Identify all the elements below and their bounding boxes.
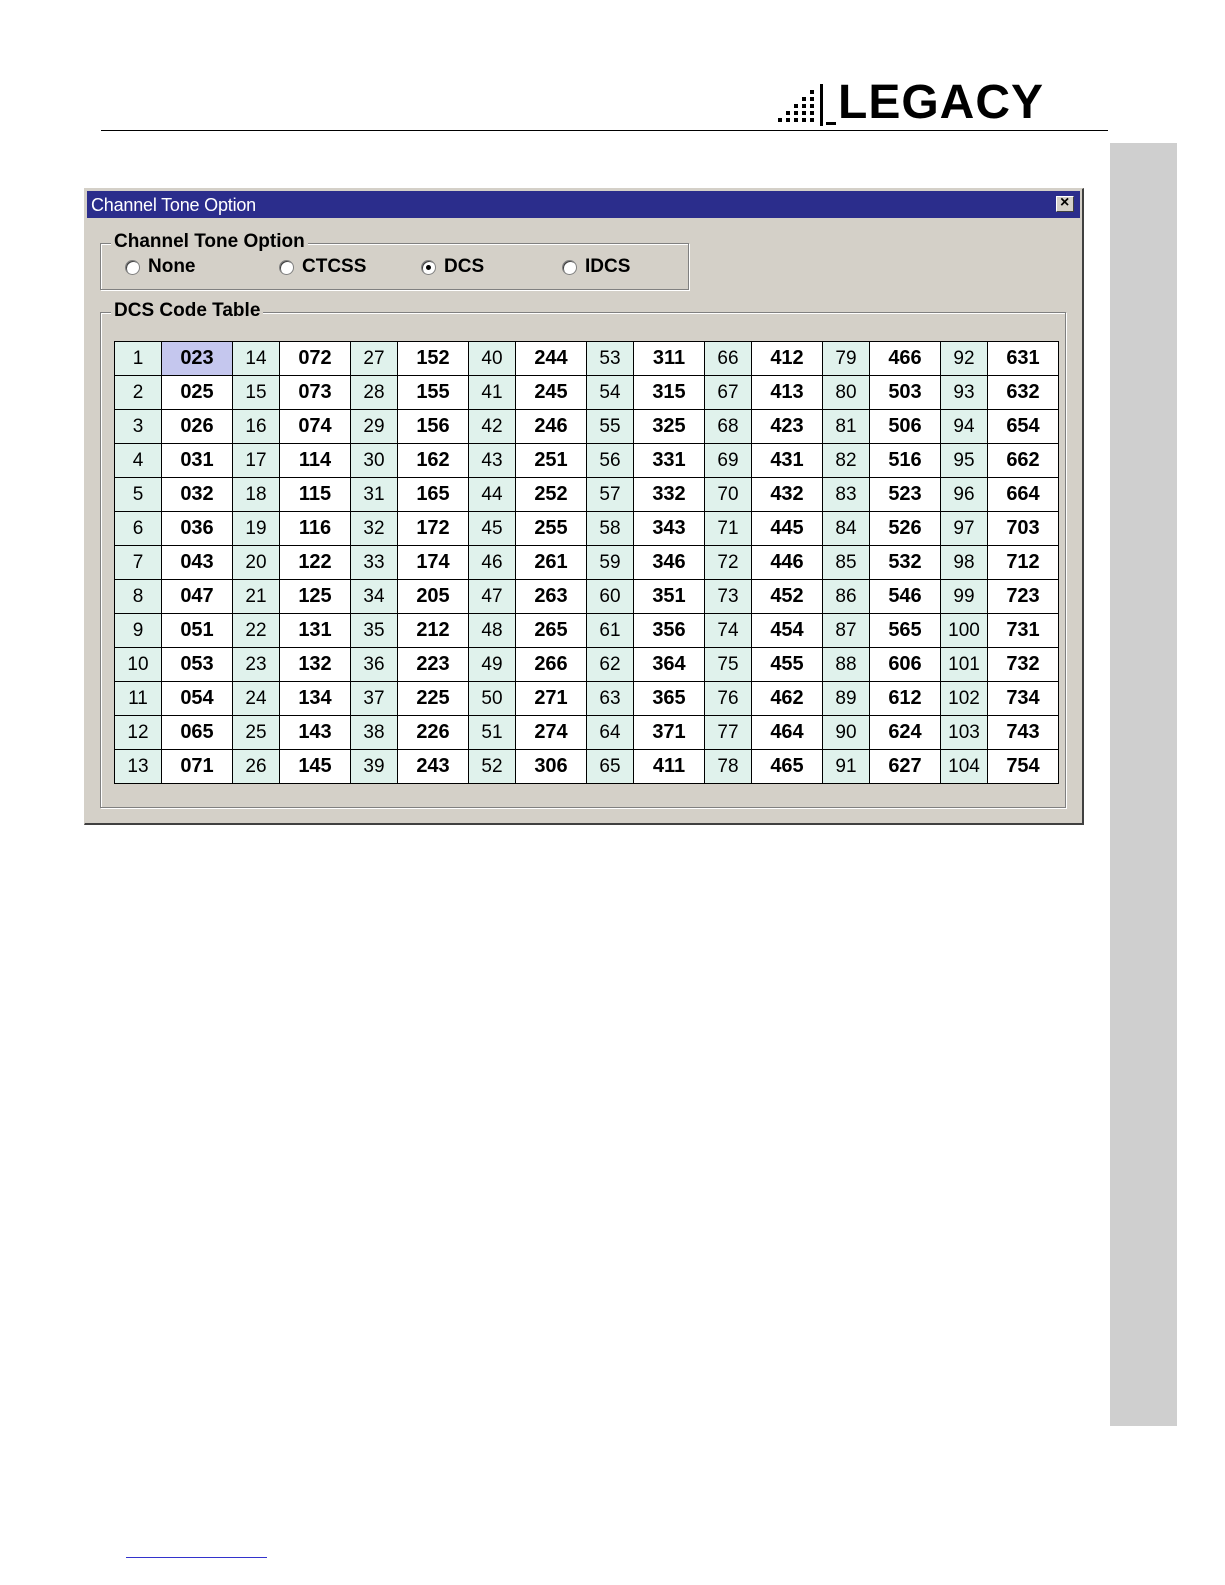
code-value-cell[interactable]: 116 [280, 512, 351, 546]
table-row [115, 580, 1059, 614]
radio-idcs-label: IDCS [585, 256, 631, 277]
code-index-cell: 23 [233, 648, 280, 682]
table-row [115, 512, 1059, 546]
code-index-cell: 92 [941, 342, 988, 376]
table-row [115, 546, 1059, 580]
code-value-cell[interactable]: 606 [870, 648, 941, 682]
code-value-cell[interactable]: 122 [280, 546, 351, 580]
legacy-logo [776, 76, 1106, 130]
radio-none-label: None [148, 256, 196, 277]
code-value-cell[interactable]: 412 [752, 342, 823, 376]
code-index-cell: 41 [469, 376, 516, 410]
radio-dcs-label: DCS [444, 256, 485, 277]
code-value-cell[interactable]: 036 [162, 512, 233, 546]
code-index-cell: 30 [351, 444, 398, 478]
code-index-cell: 22 [233, 614, 280, 648]
code-value-cell[interactable]: 445 [752, 512, 823, 546]
code-index-cell: 35 [351, 614, 398, 648]
code-index-cell: 53 [587, 342, 634, 376]
code-value-cell[interactable]: 072 [280, 342, 351, 376]
code-value-cell[interactable]: 343 [634, 512, 705, 546]
code-value-cell[interactable]: 073 [280, 376, 351, 410]
code-index-cell: 67 [705, 376, 752, 410]
code-index-cell: 34 [351, 580, 398, 614]
code-value-cell[interactable]: 712 [988, 546, 1059, 580]
code-index-cell: 56 [587, 444, 634, 478]
code-value-cell[interactable]: 631 [988, 342, 1059, 376]
code-index-cell: 75 [705, 648, 752, 682]
close-button[interactable] [1056, 196, 1074, 212]
code-value-cell[interactable]: 252 [516, 478, 587, 512]
code-value-cell[interactable]: 071 [162, 750, 233, 784]
code-value-cell[interactable]: 132 [280, 648, 351, 682]
code-index-cell: 77 [705, 716, 752, 750]
logo-bars-icon [776, 80, 836, 128]
code-value-cell[interactable]: 261 [516, 546, 587, 580]
code-index-cell: 69 [705, 444, 752, 478]
code-index-cell: 84 [823, 512, 870, 546]
logo-text: LEGACY [838, 76, 1045, 129]
code-value-cell[interactable]: 043 [162, 546, 233, 580]
code-index-cell: 9 [115, 614, 162, 648]
code-value-cell[interactable]: 265 [516, 614, 587, 648]
code-index-cell: 98 [941, 546, 988, 580]
code-value-cell[interactable]: 271 [516, 682, 587, 716]
code-value-cell[interactable]: 454 [752, 614, 823, 648]
code-index-cell: 62 [587, 648, 634, 682]
code-value-cell[interactable]: 156 [398, 410, 469, 444]
close-icon: × [1060, 194, 1070, 211]
code-value-cell[interactable]: 054 [162, 682, 233, 716]
code-value-cell[interactable]: 464 [752, 716, 823, 750]
code-value-cell[interactable]: 526 [870, 512, 941, 546]
code-index-cell: 72 [705, 546, 752, 580]
code-index-cell: 55 [587, 410, 634, 444]
code-index-cell: 66 [705, 342, 752, 376]
radio-idcs[interactable] [562, 256, 630, 278]
code-value-cell[interactable]: 026 [162, 410, 233, 444]
code-value-cell[interactable]: 662 [988, 444, 1059, 478]
code-value-cell[interactable]: 743 [988, 716, 1059, 750]
code-index-cell: 25 [233, 716, 280, 750]
code-value-cell[interactable]: 325 [634, 410, 705, 444]
code-value-cell[interactable]: 351 [634, 580, 705, 614]
code-index-cell: 26 [233, 750, 280, 784]
code-index-cell: 2 [115, 376, 162, 410]
table-row [115, 614, 1059, 648]
code-index-cell: 102 [941, 682, 988, 716]
code-value-cell[interactable]: 274 [516, 716, 587, 750]
code-index-cell: 12 [115, 716, 162, 750]
radio-ctcss-circle[interactable] [279, 260, 294, 275]
code-value-cell[interactable]: 532 [870, 546, 941, 580]
code-index-cell: 61 [587, 614, 634, 648]
code-index-cell: 103 [941, 716, 988, 750]
code-index-cell: 48 [469, 614, 516, 648]
code-value-cell[interactable]: 031 [162, 444, 233, 478]
code-index-cell: 54 [587, 376, 634, 410]
code-value-cell[interactable]: 023 [162, 342, 233, 376]
table-row [115, 648, 1059, 682]
code-value-cell[interactable]: 503 [870, 376, 941, 410]
code-value-cell[interactable]: 632 [988, 376, 1059, 410]
code-value-cell[interactable]: 263 [516, 580, 587, 614]
code-value-cell[interactable]: 251 [516, 444, 587, 478]
code-index-cell: 13 [115, 750, 162, 784]
code-value-cell[interactable]: 462 [752, 682, 823, 716]
code-value-cell[interactable]: 423 [752, 410, 823, 444]
code-index-cell: 38 [351, 716, 398, 750]
code-index-cell: 39 [351, 750, 398, 784]
code-value-cell[interactable]: 245 [516, 376, 587, 410]
code-index-cell: 49 [469, 648, 516, 682]
code-index-cell: 74 [705, 614, 752, 648]
code-value-cell[interactable]: 731 [988, 614, 1059, 648]
code-index-cell: 86 [823, 580, 870, 614]
code-index-cell: 97 [941, 512, 988, 546]
table-row [115, 716, 1059, 750]
code-index-cell: 64 [587, 716, 634, 750]
code-value-cell[interactable]: 125 [280, 580, 351, 614]
code-index-cell: 18 [233, 478, 280, 512]
code-value-cell[interactable]: 225 [398, 682, 469, 716]
code-index-cell: 70 [705, 478, 752, 512]
table-row [115, 342, 1059, 376]
code-index-cell: 99 [941, 580, 988, 614]
code-index-cell: 4 [115, 444, 162, 478]
code-value-cell[interactable]: 432 [752, 478, 823, 512]
code-value-cell[interactable]: 546 [870, 580, 941, 614]
code-value-cell[interactable]: 356 [634, 614, 705, 648]
code-value-cell[interactable]: 162 [398, 444, 469, 478]
code-value-cell[interactable]: 165 [398, 478, 469, 512]
code-index-cell: 42 [469, 410, 516, 444]
code-value-cell[interactable]: 212 [398, 614, 469, 648]
code-index-cell: 71 [705, 512, 752, 546]
code-value-cell[interactable]: 523 [870, 478, 941, 512]
code-index-cell: 1 [115, 342, 162, 376]
code-value-cell[interactable]: 114 [280, 444, 351, 478]
code-index-cell: 79 [823, 342, 870, 376]
code-value-cell[interactable]: 455 [752, 648, 823, 682]
code-index-cell: 51 [469, 716, 516, 750]
code-index-cell: 32 [351, 512, 398, 546]
code-index-cell: 16 [233, 410, 280, 444]
code-index-cell: 68 [705, 410, 752, 444]
dcs-code-table [114, 341, 1059, 784]
tone-option-group [100, 231, 689, 290]
code-index-cell: 78 [705, 750, 752, 784]
radio-ctcss[interactable] [279, 256, 366, 278]
code-value-cell[interactable]: 431 [752, 444, 823, 478]
code-index-cell: 83 [823, 478, 870, 512]
code-value-cell[interactable]: 053 [162, 648, 233, 682]
radio-dcs[interactable] [421, 256, 484, 278]
code-value-cell[interactable]: 465 [752, 750, 823, 784]
code-index-cell: 87 [823, 614, 870, 648]
code-index-cell: 21 [233, 580, 280, 614]
radio-dcs-circle[interactable] [421, 260, 436, 275]
code-index-cell: 88 [823, 648, 870, 682]
code-index-cell: 60 [587, 580, 634, 614]
code-index-cell: 19 [233, 512, 280, 546]
dialog-title: Channel Tone Option [91, 195, 256, 215]
code-index-cell: 33 [351, 546, 398, 580]
code-index-cell: 94 [941, 410, 988, 444]
header-rule [101, 130, 1108, 131]
code-index-cell: 28 [351, 376, 398, 410]
code-value-cell[interactable]: 174 [398, 546, 469, 580]
code-value-cell[interactable]: 452 [752, 580, 823, 614]
code-value-cell[interactable]: 243 [398, 750, 469, 784]
code-index-cell: 27 [351, 342, 398, 376]
code-value-cell[interactable]: 226 [398, 716, 469, 750]
code-index-cell: 81 [823, 410, 870, 444]
code-value-cell[interactable]: 025 [162, 376, 233, 410]
channel-tone-dialog [84, 188, 1084, 825]
code-index-cell: 24 [233, 682, 280, 716]
code-index-cell: 20 [233, 546, 280, 580]
code-value-cell[interactable]: 371 [634, 716, 705, 750]
code-index-cell: 6 [115, 512, 162, 546]
code-value-cell[interactable]: 446 [752, 546, 823, 580]
code-value-cell[interactable]: 627 [870, 750, 941, 784]
code-value-cell[interactable]: 143 [280, 716, 351, 750]
code-index-cell: 46 [469, 546, 516, 580]
radio-none-circle[interactable] [125, 260, 140, 275]
code-value-cell[interactable]: 734 [988, 682, 1059, 716]
table-row [115, 376, 1059, 410]
code-value-cell[interactable]: 172 [398, 512, 469, 546]
code-index-cell: 91 [823, 750, 870, 784]
code-index-cell: 80 [823, 376, 870, 410]
code-value-cell[interactable]: 205 [398, 580, 469, 614]
code-index-cell: 43 [469, 444, 516, 478]
code-index-cell: 8 [115, 580, 162, 614]
code-index-cell: 36 [351, 648, 398, 682]
radio-none[interactable] [125, 256, 196, 278]
code-value-cell[interactable]: 654 [988, 410, 1059, 444]
code-value-cell[interactable]: 131 [280, 614, 351, 648]
code-index-cell: 50 [469, 682, 516, 716]
code-index-cell: 82 [823, 444, 870, 478]
code-value-cell[interactable]: 047 [162, 580, 233, 614]
code-index-cell: 104 [941, 750, 988, 784]
radio-ctcss-label: CTCSS [302, 256, 367, 277]
code-value-cell[interactable]: 115 [280, 478, 351, 512]
code-value-cell[interactable]: 244 [516, 342, 587, 376]
code-value-cell[interactable]: 311 [634, 342, 705, 376]
code-value-cell[interactable]: 612 [870, 682, 941, 716]
code-index-cell: 10 [115, 648, 162, 682]
code-value-cell[interactable]: 223 [398, 648, 469, 682]
code-value-cell[interactable]: 565 [870, 614, 941, 648]
dcs-code-legend: DCS Code Table [111, 300, 263, 322]
code-index-cell: 37 [351, 682, 398, 716]
table-row [115, 682, 1059, 716]
code-index-cell: 11 [115, 682, 162, 716]
code-index-cell: 96 [941, 478, 988, 512]
code-value-cell[interactable]: 145 [280, 750, 351, 784]
code-index-cell: 89 [823, 682, 870, 716]
code-index-cell: 3 [115, 410, 162, 444]
code-index-cell: 57 [587, 478, 634, 512]
code-value-cell[interactable]: 134 [280, 682, 351, 716]
footer-link-underline[interactable] [126, 1557, 267, 1558]
code-value-cell[interactable]: 506 [870, 410, 941, 444]
code-value-cell[interactable]: 754 [988, 750, 1059, 784]
side-tab-bar [1110, 143, 1177, 1426]
code-index-cell: 100 [941, 614, 988, 648]
code-index-cell: 7 [115, 546, 162, 580]
code-value-cell[interactable]: 516 [870, 444, 941, 478]
code-value-cell[interactable]: 306 [516, 750, 587, 784]
code-value-cell[interactable]: 155 [398, 376, 469, 410]
code-value-cell[interactable]: 723 [988, 580, 1059, 614]
code-index-cell: 45 [469, 512, 516, 546]
code-index-cell: 17 [233, 444, 280, 478]
table-row [115, 478, 1059, 512]
code-value-cell[interactable]: 413 [752, 376, 823, 410]
code-index-cell: 52 [469, 750, 516, 784]
code-index-cell: 85 [823, 546, 870, 580]
code-index-cell: 5 [115, 478, 162, 512]
table-row [115, 750, 1059, 784]
code-index-cell: 58 [587, 512, 634, 546]
code-value-cell[interactable]: 332 [634, 478, 705, 512]
code-index-cell: 44 [469, 478, 516, 512]
code-value-cell[interactable]: 466 [870, 342, 941, 376]
code-index-cell: 63 [587, 682, 634, 716]
code-index-cell: 73 [705, 580, 752, 614]
code-index-cell: 29 [351, 410, 398, 444]
code-value-cell[interactable]: 255 [516, 512, 587, 546]
code-index-cell: 101 [941, 648, 988, 682]
code-value-cell[interactable]: 315 [634, 376, 705, 410]
code-index-cell: 15 [233, 376, 280, 410]
radio-idcs-circle[interactable] [562, 260, 577, 275]
code-index-cell: 40 [469, 342, 516, 376]
code-index-cell: 65 [587, 750, 634, 784]
code-value-cell[interactable]: 074 [280, 410, 351, 444]
code-value-cell[interactable]: 266 [516, 648, 587, 682]
dialog-titlebar[interactable] [87, 191, 1080, 218]
code-index-cell: 14 [233, 342, 280, 376]
code-value-cell[interactable]: 051 [162, 614, 233, 648]
code-index-cell: 93 [941, 376, 988, 410]
code-value-cell[interactable]: 411 [634, 750, 705, 784]
code-index-cell: 31 [351, 478, 398, 512]
tone-option-legend: Channel Tone Option [111, 231, 308, 253]
code-value-cell[interactable]: 624 [870, 716, 941, 750]
table-row [115, 444, 1059, 478]
code-value-cell[interactable]: 152 [398, 342, 469, 376]
code-value-cell[interactable]: 331 [634, 444, 705, 478]
code-value-cell[interactable]: 364 [634, 648, 705, 682]
code-value-cell[interactable]: 065 [162, 716, 233, 750]
table-row [115, 410, 1059, 444]
code-value-cell[interactable]: 346 [634, 546, 705, 580]
code-index-cell: 47 [469, 580, 516, 614]
code-index-cell: 90 [823, 716, 870, 750]
code-value-cell[interactable]: 365 [634, 682, 705, 716]
code-index-cell: 95 [941, 444, 988, 478]
code-value-cell[interactable]: 246 [516, 410, 587, 444]
code-value-cell[interactable]: 703 [988, 512, 1059, 546]
code-index-cell: 76 [705, 682, 752, 716]
code-index-cell: 59 [587, 546, 634, 580]
code-value-cell[interactable]: 032 [162, 478, 233, 512]
code-value-cell[interactable]: 664 [988, 478, 1059, 512]
code-value-cell[interactable]: 732 [988, 648, 1059, 682]
